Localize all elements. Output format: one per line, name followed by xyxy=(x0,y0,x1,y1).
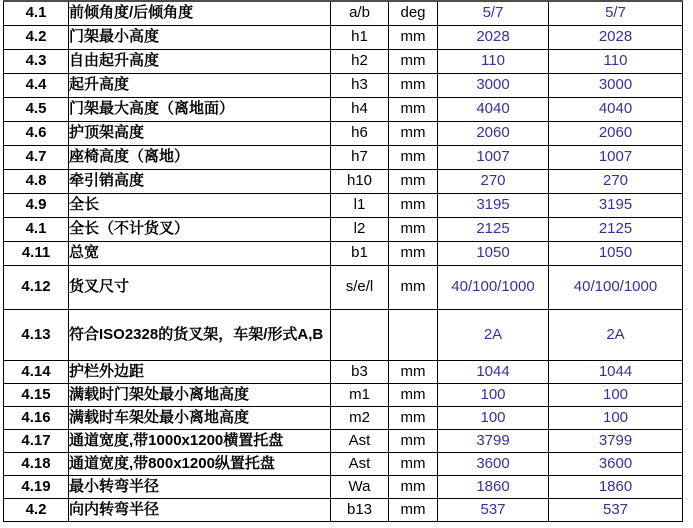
table-row xyxy=(4,406,683,429)
table-row xyxy=(4,429,683,452)
symbol-cell: s/e/l xyxy=(331,265,389,309)
unit-cell: mm xyxy=(389,73,438,97)
table-row xyxy=(4,97,683,121)
spec-table-body xyxy=(4,1,683,521)
description-cell: 最小转弯半径 xyxy=(69,475,331,498)
symbol-cell: Ast xyxy=(331,452,389,475)
table-row xyxy=(4,383,683,406)
value2-cell: 2125 xyxy=(549,217,683,241)
description-cell: 护栏外边距 xyxy=(69,360,331,383)
description-cell: 起升高度 xyxy=(69,73,331,97)
value2-cell: 3000 xyxy=(549,73,683,97)
value1-cell: 100 xyxy=(438,406,549,429)
symbol-cell: Ast xyxy=(331,429,389,452)
value1-cell: 1007 xyxy=(438,145,549,169)
table-row xyxy=(4,475,683,498)
row-number-cell: 4.17 xyxy=(4,429,69,452)
table-row xyxy=(4,498,683,521)
unit-cell: mm xyxy=(389,25,438,49)
row-number-cell: 4.7 xyxy=(4,145,69,169)
symbol-cell: b3 xyxy=(331,360,389,383)
value1-cell: 2028 xyxy=(438,25,549,49)
value1-cell: 1050 xyxy=(438,241,549,265)
symbol-cell: h2 xyxy=(331,49,389,73)
description-cell: 通道宽度,带1000x1200横置托盘 xyxy=(69,429,331,452)
symbol-cell: h4 xyxy=(331,97,389,121)
unit-cell: mm xyxy=(389,97,438,121)
row-number-cell: 4.5 xyxy=(4,97,69,121)
description-cell: 牵引销高度 xyxy=(69,169,331,193)
value1-cell: 2A xyxy=(438,309,549,360)
description-cell: 全长（不计货叉） xyxy=(69,217,331,241)
symbol-cell: h1 xyxy=(331,25,389,49)
description-cell: 货叉尺寸 xyxy=(69,265,331,309)
table-row xyxy=(4,73,683,97)
symbol-cell: Wa xyxy=(331,475,389,498)
unit-cell: mm xyxy=(389,241,438,265)
value2-cell: 3195 xyxy=(549,193,683,217)
value1-cell: 1044 xyxy=(438,360,549,383)
symbol-cell: l2 xyxy=(331,217,389,241)
unit-cell xyxy=(389,309,438,360)
symbol-cell: b1 xyxy=(331,241,389,265)
row-number-cell: 4.15 xyxy=(4,383,69,406)
unit-cell: mm xyxy=(389,406,438,429)
description-cell: 满载时车架处最小离地高度 xyxy=(69,406,331,429)
value1-cell: 5/7 xyxy=(438,1,549,25)
row-number-cell: 4.12 xyxy=(4,265,69,309)
symbol-cell: h10 xyxy=(331,169,389,193)
table-row xyxy=(4,145,683,169)
value1-cell: 1860 xyxy=(438,475,549,498)
value2-cell: 270 xyxy=(549,169,683,193)
description-cell: 满载时门架处最小离地高度 xyxy=(69,383,331,406)
symbol-cell: h7 xyxy=(331,145,389,169)
table-row xyxy=(4,193,683,217)
symbol-cell xyxy=(331,309,389,360)
value2-cell: 5/7 xyxy=(549,1,683,25)
value1-cell: 3600 xyxy=(438,452,549,475)
value1-cell: 2060 xyxy=(438,121,549,145)
description-cell: 总宽 xyxy=(69,241,331,265)
value2-cell: 1860 xyxy=(549,475,683,498)
unit-cell: mm xyxy=(389,452,438,475)
description-cell: 向内转弯半径 xyxy=(69,498,331,521)
value2-cell: 1044 xyxy=(549,360,683,383)
unit-cell: mm xyxy=(389,475,438,498)
description-cell: 前倾角度/后倾角度 xyxy=(69,1,331,25)
unit-cell: mm xyxy=(389,49,438,73)
row-number-cell: 4.9 xyxy=(4,193,69,217)
row-number-cell: 4.1 xyxy=(4,217,69,241)
value1-cell: 3799 xyxy=(438,429,549,452)
value1-cell: 3000 xyxy=(438,73,549,97)
row-number-cell: 4.13 xyxy=(4,309,69,360)
value1-cell: 110 xyxy=(438,49,549,73)
row-number-cell: 4.16 xyxy=(4,406,69,429)
description-cell: 门架最小高度 xyxy=(69,25,331,49)
row-number-cell: 4.2 xyxy=(4,25,69,49)
unit-cell: deg xyxy=(389,1,438,25)
symbol-cell: l1 xyxy=(331,193,389,217)
description-cell: 自由起升高度 xyxy=(69,49,331,73)
description-cell: 符合ISO2328的货叉架，车架/形式A,B xyxy=(69,309,331,360)
table-row xyxy=(4,217,683,241)
symbol-cell: b13 xyxy=(331,498,389,521)
unit-cell: mm xyxy=(389,429,438,452)
row-number-cell: 4.14 xyxy=(4,360,69,383)
symbol-cell: a/b xyxy=(331,1,389,25)
row-number-cell: 4.3 xyxy=(4,49,69,73)
row-number-cell: 4.19 xyxy=(4,475,69,498)
value2-cell: 1007 xyxy=(549,145,683,169)
unit-cell: mm xyxy=(389,169,438,193)
unit-cell: mm xyxy=(389,360,438,383)
value1-cell: 100 xyxy=(438,383,549,406)
value1-cell: 40/100/1000 xyxy=(438,265,549,309)
value2-cell: 537 xyxy=(549,498,683,521)
unit-cell: mm xyxy=(389,145,438,169)
value2-cell: 100 xyxy=(549,383,683,406)
value2-cell: 2A xyxy=(549,309,683,360)
symbol-cell: h6 xyxy=(331,121,389,145)
value2-cell: 100 xyxy=(549,406,683,429)
value2-cell: 2060 xyxy=(549,121,683,145)
row-number-cell: 4.11 xyxy=(4,241,69,265)
table-row xyxy=(4,25,683,49)
table-row xyxy=(4,265,683,309)
value2-cell: 2028 xyxy=(549,25,683,49)
table-row xyxy=(4,1,683,25)
unit-cell: mm xyxy=(389,121,438,145)
unit-cell: mm xyxy=(389,383,438,406)
row-number-cell: 4.4 xyxy=(4,73,69,97)
table-row xyxy=(4,121,683,145)
table-row xyxy=(4,360,683,383)
table-row xyxy=(4,49,683,73)
row-number-cell: 4.18 xyxy=(4,452,69,475)
spec-table xyxy=(3,0,683,522)
row-number-cell: 4.6 xyxy=(4,121,69,145)
row-number-cell: 4.8 xyxy=(4,169,69,193)
value2-cell: 4040 xyxy=(549,97,683,121)
description-cell: 通道宽度,带800x1200纵置托盘 xyxy=(69,452,331,475)
value1-cell: 2125 xyxy=(438,217,549,241)
value2-cell: 40/100/1000 xyxy=(549,265,683,309)
unit-cell: mm xyxy=(389,193,438,217)
value2-cell: 3799 xyxy=(549,429,683,452)
description-cell: 座椅高度（离地） xyxy=(69,145,331,169)
table-row xyxy=(4,241,683,265)
table-row xyxy=(4,452,683,475)
symbol-cell: m2 xyxy=(331,406,389,429)
unit-cell: mm xyxy=(389,498,438,521)
table-row xyxy=(4,169,683,193)
symbol-cell: h3 xyxy=(331,73,389,97)
unit-cell: mm xyxy=(389,265,438,309)
row-number-cell: 4.2 xyxy=(4,498,69,521)
row-number-cell: 4.1 xyxy=(4,1,69,25)
value2-cell: 3600 xyxy=(549,452,683,475)
value1-cell: 270 xyxy=(438,169,549,193)
description-cell: 护顶架高度 xyxy=(69,121,331,145)
value1-cell: 537 xyxy=(438,498,549,521)
unit-cell: mm xyxy=(389,217,438,241)
description-cell: 全长 xyxy=(69,193,331,217)
value1-cell: 4040 xyxy=(438,97,549,121)
description-cell: 门架最大高度（离地面） xyxy=(69,97,331,121)
symbol-cell: m1 xyxy=(331,383,389,406)
value2-cell: 110 xyxy=(549,49,683,73)
value2-cell: 1050 xyxy=(549,241,683,265)
value1-cell: 3195 xyxy=(438,193,549,217)
table-row xyxy=(4,309,683,360)
